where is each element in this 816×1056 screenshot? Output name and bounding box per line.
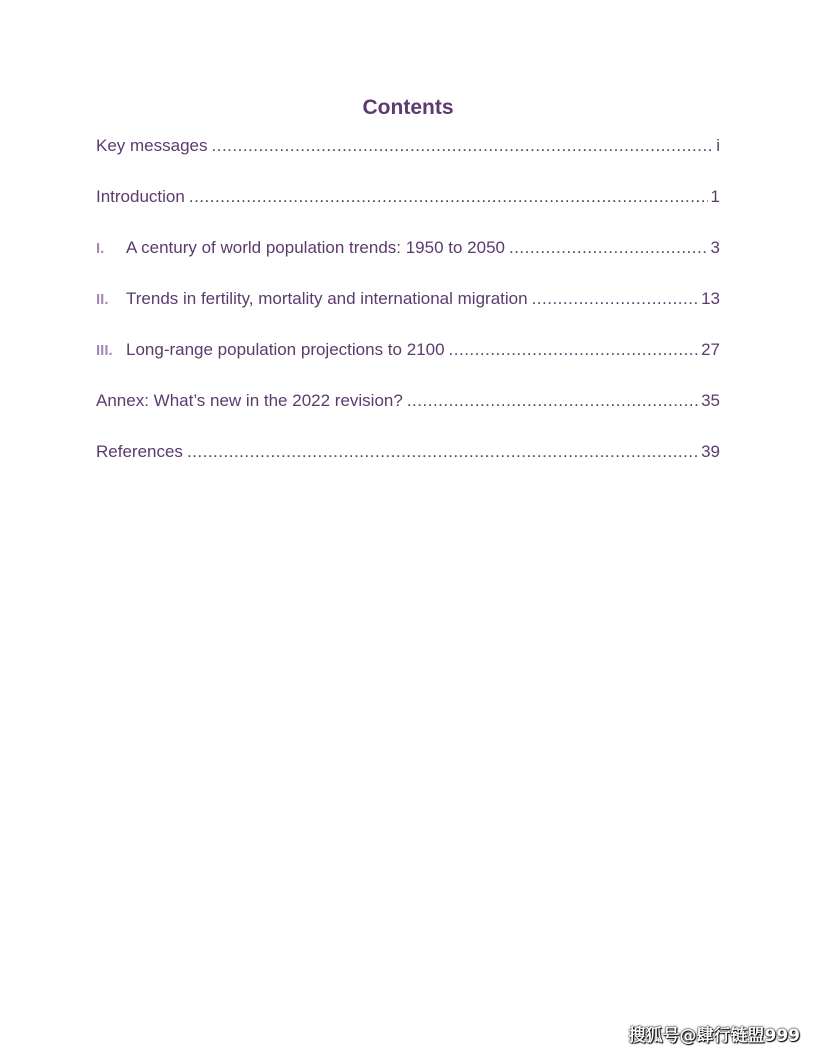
toc-entry-page[interactable]: 1	[710, 187, 720, 206]
toc-entry-label[interactable]: Annex: What’s new in the 2022 revision?	[96, 391, 403, 410]
page-title: Contents	[362, 96, 454, 119]
toc-entry-page[interactable]: 39	[701, 442, 720, 461]
toc-entry-page[interactable]: 35	[701, 391, 720, 410]
toc-entry-numeral: III.	[96, 342, 113, 359]
toc-entry-label[interactable]: Trends in fertility, mortality and international migration	[126, 289, 528, 308]
toc-entry-introduction[interactable]	[96, 187, 720, 211]
toc-entry-label[interactable]: References	[96, 442, 183, 461]
toc-entry-label[interactable]: Key messages	[96, 136, 208, 155]
toc-dot-leader	[532, 289, 699, 309]
toc-entry-numeral: I.	[96, 240, 105, 257]
toc-dot-leader	[187, 442, 698, 462]
toc-entry-chapter-2[interactable]	[96, 289, 720, 313]
toc-entry-key-messages[interactable]	[96, 136, 720, 160]
toc-entry-chapter-1[interactable]	[96, 238, 720, 262]
toc-entry-page[interactable]: 13	[701, 289, 720, 308]
watermark-text: 搜狐号@肆行链盟999	[628, 1026, 800, 1046]
toc-entry-references[interactable]	[96, 442, 720, 466]
toc-dot-leader	[407, 391, 698, 411]
toc-entry-chapter-3[interactable]	[96, 340, 720, 364]
toc-dot-leader	[212, 136, 714, 156]
toc-dot-leader	[189, 187, 708, 207]
toc-dot-leader	[449, 340, 699, 360]
toc-entry-label[interactable]: Long-range population projections to 2100	[126, 340, 445, 359]
toc-entry-numeral: II.	[96, 291, 109, 308]
toc-entry-page[interactable]: 3	[710, 238, 720, 257]
toc-entry-label[interactable]: A century of world population trends: 1950 to 2050	[126, 238, 505, 257]
toc-entry-label[interactable]: Introduction	[96, 187, 185, 206]
toc-entry-page[interactable]: i	[716, 136, 720, 155]
toc-entry-annex[interactable]	[96, 391, 720, 415]
table-of-contents	[96, 136, 720, 493]
toc-dot-leader	[509, 238, 708, 258]
toc-entry-page[interactable]: 27	[701, 340, 720, 359]
